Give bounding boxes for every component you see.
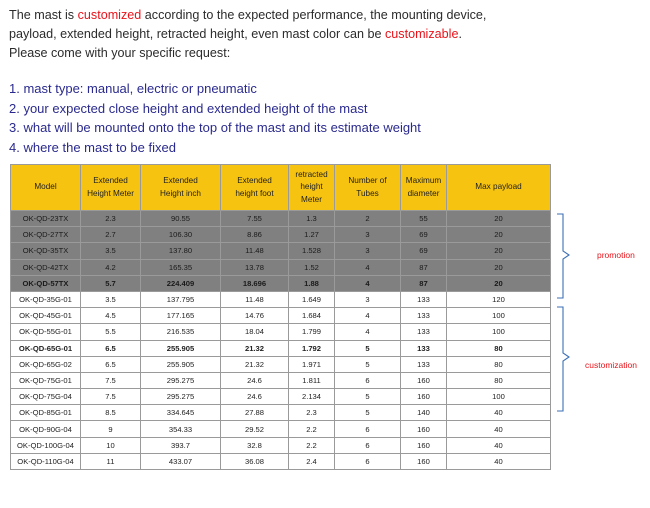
value-cell: 1.88 — [289, 275, 335, 291]
value-cell: 18.696 — [221, 275, 289, 291]
value-cell: 27.88 — [221, 405, 289, 421]
value-cell: 140 — [401, 405, 447, 421]
request-item: 3. what will be mounted onto the top of the mast and its estimate weight — [9, 120, 421, 135]
value-cell: 87 — [401, 259, 447, 275]
value-cell: 1.649 — [289, 291, 335, 307]
value-cell: 6 — [335, 437, 401, 453]
value-cell: 40 — [447, 405, 551, 421]
value-cell: 13.78 — [221, 259, 289, 275]
value-cell: 1.684 — [289, 308, 335, 324]
model-cell: OK-QD-35TX — [11, 243, 81, 259]
column-header-line: Tubes — [356, 188, 379, 198]
value-cell: 80 — [447, 372, 551, 388]
model-cell: OK-QD-75G-04 — [11, 389, 81, 405]
column-header-line: Number of — [348, 176, 387, 185]
column-header-line: Maximum — [405, 176, 442, 185]
value-cell: 4 — [335, 275, 401, 291]
value-cell: 6.5 — [81, 340, 141, 356]
value-cell: 334.645 — [141, 405, 221, 421]
value-cell: 5.5 — [81, 324, 141, 340]
promotion-bracket — [557, 214, 569, 298]
value-cell: 18.04 — [221, 324, 289, 340]
customization-bracket — [557, 307, 569, 411]
value-cell: 24.6 — [221, 389, 289, 405]
value-cell: 6 — [335, 421, 401, 437]
value-cell: 3 — [335, 227, 401, 243]
value-cell: 8.5 — [81, 405, 141, 421]
intro-line-2-pre: payload, extended height, retracted height, even mast color can be — [9, 27, 385, 41]
value-cell: 4 — [335, 259, 401, 275]
value-cell: 11.48 — [221, 243, 289, 259]
value-cell: 2.4 — [289, 453, 335, 469]
value-cell: 224.409 — [141, 275, 221, 291]
value-cell: 24.6 — [221, 372, 289, 388]
column-header-line: Extended — [163, 176, 198, 185]
value-cell: 6.5 — [81, 356, 141, 372]
value-cell: 100 — [447, 308, 551, 324]
value-cell: 433.07 — [141, 453, 221, 469]
value-cell: 3.5 — [81, 243, 141, 259]
value-cell: 3.5 — [81, 291, 141, 307]
value-cell: 14.76 — [221, 308, 289, 324]
model-cell: OK-QD-110G-04 — [11, 453, 81, 469]
value-cell: 133 — [401, 291, 447, 307]
model-cell: OK-QD-65G-02 — [11, 356, 81, 372]
intro-line-1-pre: The mast is — [9, 8, 78, 22]
intro-highlight-customizable: customizable — [384, 27, 459, 41]
value-cell: 133 — [401, 340, 447, 356]
model-cell: OK-QD-42TX — [11, 259, 81, 275]
value-cell: 393.7 — [141, 437, 221, 453]
value-cell: 20 — [447, 275, 551, 291]
value-cell: 8.86 — [221, 227, 289, 243]
value-cell: 4 — [335, 324, 401, 340]
value-cell: 106.30 — [141, 227, 221, 243]
column-header-line: height — [300, 182, 323, 192]
column-header-line: Extended — [237, 176, 272, 185]
value-cell: 4 — [335, 308, 401, 324]
value-cell: 120 — [447, 291, 551, 307]
value-cell: 295.275 — [141, 389, 221, 405]
value-cell: 40 — [447, 421, 551, 437]
model-cell: OK-QD-100G-04 — [11, 437, 81, 453]
value-cell: 2 — [335, 211, 401, 227]
value-cell: 160 — [401, 437, 447, 453]
model-cell: OK-QD-55G-01 — [11, 324, 81, 340]
value-cell: 133 — [401, 356, 447, 372]
column-header-line: retracted — [295, 169, 328, 179]
value-cell: 177.165 — [141, 308, 221, 324]
value-cell: 29.52 — [221, 421, 289, 437]
model-cell: OK-QD-23TX — [11, 211, 81, 227]
column-header-line: Max payload — [475, 182, 522, 192]
value-cell: 100 — [447, 389, 551, 405]
value-cell: 5 — [335, 356, 401, 372]
request-item: 4. where the mast to be fixed — [9, 139, 176, 155]
model-cell: OK-QD-90G-04 — [11, 421, 81, 437]
value-cell: 5.7 — [81, 275, 141, 291]
value-cell: 5 — [335, 405, 401, 421]
column-header-line: Height Meter — [87, 188, 134, 198]
customization-label: customization — [585, 360, 637, 370]
value-cell: 6 — [335, 372, 401, 388]
model-cell: OK-QD-57TX — [11, 275, 81, 291]
value-cell: 21.32 — [221, 340, 289, 356]
model-cell: OK-QD-35G-01 — [11, 291, 81, 307]
value-cell: 4.5 — [81, 308, 141, 324]
value-cell: 160 — [401, 372, 447, 388]
value-cell: 69 — [401, 243, 447, 259]
model-cell: OK-QD-85G-01 — [11, 405, 81, 421]
value-cell: 2.3 — [81, 211, 141, 227]
value-cell: 80 — [447, 340, 551, 356]
value-cell: 2.2 — [289, 437, 335, 453]
value-cell: 7.5 — [81, 389, 141, 405]
intro-line-2-post: . — [458, 27, 462, 41]
column-header-line: Extended — [93, 176, 128, 185]
value-cell: 1.792 — [289, 340, 335, 356]
value-cell: 354.33 — [141, 421, 221, 437]
value-cell: 160 — [401, 389, 447, 405]
value-cell: 55 — [401, 211, 447, 227]
intro-highlight-customized: customized — [77, 8, 142, 22]
column-header-line: Model — [34, 182, 57, 192]
value-cell: 160 — [401, 453, 447, 469]
value-cell: 11.48 — [221, 291, 289, 307]
value-cell: 40 — [447, 453, 551, 469]
value-cell: 1.528 — [289, 243, 335, 259]
value-cell: 133 — [401, 324, 447, 340]
model-cell: OK-QD-45G-01 — [11, 308, 81, 324]
value-cell: 21.32 — [221, 356, 289, 372]
value-cell: 69 — [401, 227, 447, 243]
value-cell: 3 — [335, 291, 401, 307]
value-cell: 1.52 — [289, 259, 335, 275]
value-cell: 5 — [335, 340, 401, 356]
request-item: 1. mast type: manual, electric or pneumatic — [9, 81, 257, 96]
value-cell: 20 — [447, 243, 551, 259]
value-cell: 90.55 — [141, 211, 221, 227]
value-cell: 2.134 — [289, 389, 335, 405]
value-cell: 137.795 — [141, 291, 221, 307]
request-item: 2. your expected close height and extended height of the mast — [9, 100, 368, 116]
column-header-line: Meter — [301, 194, 322, 204]
value-cell: 20 — [447, 227, 551, 243]
value-cell: 11 — [81, 453, 141, 469]
value-cell: 1.971 — [289, 356, 335, 372]
intro-line-3: Please come with your specific request: — [9, 46, 231, 60]
value-cell: 160 — [401, 421, 447, 437]
value-cell: 100 — [447, 324, 551, 340]
value-cell: 2.2 — [289, 421, 335, 437]
model-cell: OK-QD-27TX — [11, 227, 81, 243]
value-cell: 1.3 — [289, 211, 335, 227]
value-cell: 10 — [81, 437, 141, 453]
model-cell: OK-QD-75G-01 — [11, 372, 81, 388]
value-cell: 133 — [401, 308, 447, 324]
value-cell: 2.3 — [289, 405, 335, 421]
value-cell: 137.80 — [141, 243, 221, 259]
value-cell: 20 — [447, 259, 551, 275]
value-cell: 7.55 — [221, 211, 289, 227]
value-cell: 255.905 — [141, 356, 221, 372]
value-cell: 4.2 — [81, 259, 141, 275]
column-header-line: diameter — [407, 188, 440, 198]
model-cell: OK-QD-65G-01 — [11, 340, 81, 356]
column-header-line: height foot — [235, 188, 274, 198]
value-cell: 255.905 — [141, 340, 221, 356]
value-cell: 5 — [335, 389, 401, 405]
value-cell: 20 — [447, 211, 551, 227]
column-header-line: Height inch — [160, 188, 201, 198]
value-cell: 3 — [335, 243, 401, 259]
value-cell: 7.5 — [81, 372, 141, 388]
value-cell: 87 — [401, 275, 447, 291]
value-cell: 1.811 — [289, 372, 335, 388]
value-cell: 36.08 — [221, 453, 289, 469]
value-cell: 165.35 — [141, 259, 221, 275]
value-cell: 1.799 — [289, 324, 335, 340]
value-cell: 9 — [81, 421, 141, 437]
value-cell: 32.8 — [221, 437, 289, 453]
value-cell: 80 — [447, 356, 551, 372]
intro-line-1-post: according to the expected performance, the mounting device, — [141, 8, 487, 22]
value-cell: 6 — [335, 453, 401, 469]
value-cell: 40 — [447, 437, 551, 453]
value-cell: 1.27 — [289, 227, 335, 243]
value-cell: 295.275 — [141, 372, 221, 388]
value-cell: 216.535 — [141, 324, 221, 340]
value-cell: 2.7 — [81, 227, 141, 243]
promotion-label: promotion — [597, 250, 635, 260]
